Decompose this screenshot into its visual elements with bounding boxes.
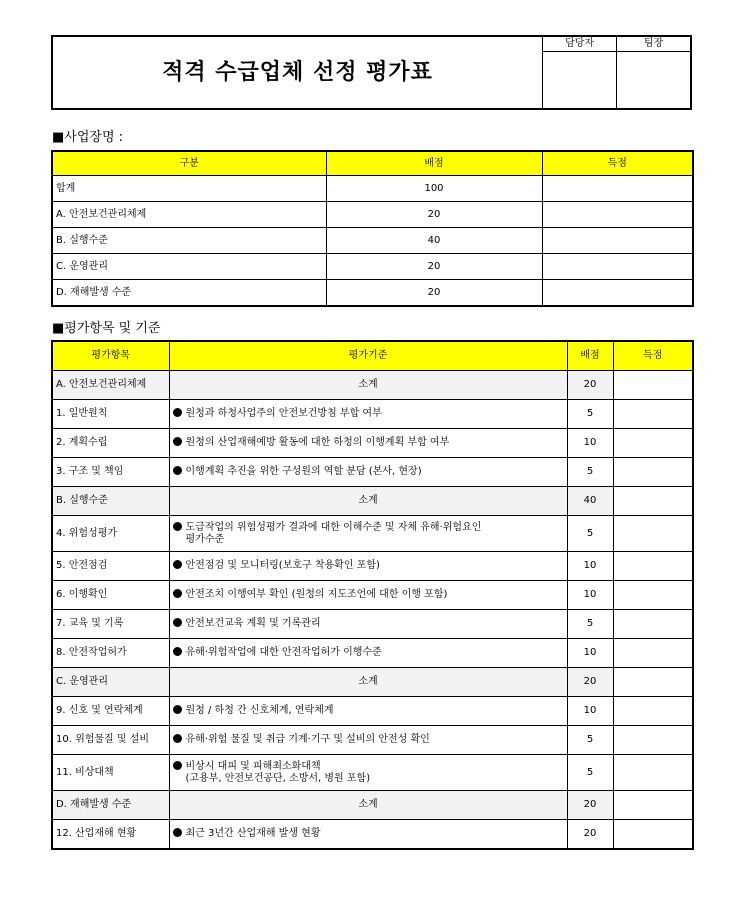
criteria-subtotal-row — [52, 791, 693, 820]
criteria-score-cell[interactable] — [613, 668, 693, 697]
criteria-section-label: ■평가항목 및 기준 — [52, 321, 161, 336]
header-table — [51, 35, 692, 110]
summary-category: C. 운영관리 — [52, 254, 326, 280]
criteria-score-cell[interactable] — [613, 400, 693, 429]
criteria-header-row — [52, 341, 693, 371]
criteria-standard-text: 유해·위험 물질 및 취급 기계·기구 및 설비의 안전성 확인 — [185, 734, 430, 745]
criteria-points: 20 — [567, 371, 613, 400]
criteria-score-cell[interactable] — [613, 639, 693, 668]
criteria-points: 20 — [567, 820, 613, 850]
summary-header-category: 구분 — [52, 151, 326, 176]
criteria-standard — [169, 755, 567, 791]
summary-points: 20 — [326, 280, 542, 307]
criteria-standard — [169, 697, 567, 726]
summary-points: 40 — [326, 228, 542, 254]
summary-score-cell[interactable] — [542, 202, 693, 228]
criteria-row — [52, 581, 693, 610]
criteria-item: 2. 계획수립 — [52, 429, 169, 458]
criteria-standard-text: 안전조치 이행여부 확인 (원청의 지도조언에 대한 이행 포함) — [185, 589, 448, 600]
criteria-item: B. 실행수준 — [52, 487, 169, 516]
bullet-icon — [173, 522, 182, 531]
criteria-standard-text: 원청 / 하청 간 신호체계, 연락체계 — [185, 705, 334, 716]
criteria-header-standard: 평가기준 — [169, 341, 567, 371]
criteria-item: 10. 위험물질 및 설비 — [52, 726, 169, 755]
summary-category: 합계 — [52, 176, 326, 202]
approval-team-lead-box[interactable] — [617, 52, 691, 110]
criteria-row — [52, 429, 693, 458]
criteria-item: 6. 이행확인 — [52, 581, 169, 610]
criteria-row — [52, 516, 693, 552]
criteria-points: 10 — [567, 639, 613, 668]
criteria-standard — [169, 458, 567, 487]
criteria-subtotal-row — [52, 371, 693, 400]
criteria-standard — [169, 516, 567, 552]
summary-points: 20 — [326, 202, 542, 228]
criteria-points: 10 — [567, 581, 613, 610]
summary-category: B. 실행수준 — [52, 228, 326, 254]
criteria-score-cell[interactable] — [613, 581, 693, 610]
criteria-item: 12. 산업재해 현황 — [52, 820, 169, 850]
criteria-standard-text: 최근 3년간 산업재해 발생 현황 — [185, 828, 321, 839]
summary-header-row — [52, 151, 693, 176]
approval-team-lead-label: 팀장 — [617, 36, 691, 52]
criteria-subtotal-row — [52, 668, 693, 697]
summary-points: 100 — [326, 176, 542, 202]
criteria-standard-text-line2: 평가수준 — [185, 533, 225, 545]
criteria-score-cell[interactable] — [613, 458, 693, 487]
criteria-points: 10 — [567, 552, 613, 581]
criteria-standard — [169, 400, 567, 429]
criteria-points: 40 — [567, 487, 613, 516]
bullet-icon — [173, 437, 182, 446]
summary-table — [51, 150, 694, 307]
criteria-row — [52, 639, 693, 668]
criteria-row — [52, 552, 693, 581]
criteria-subtotal-row — [52, 487, 693, 516]
criteria-table — [51, 340, 694, 850]
criteria-subtotal-label: 소계 — [169, 487, 567, 516]
criteria-score-cell[interactable] — [613, 371, 693, 400]
criteria-item: 3. 구조 및 책임 — [52, 458, 169, 487]
summary-score-cell[interactable] — [542, 254, 693, 280]
summary-row-a — [52, 202, 693, 228]
criteria-item: 9. 신호 및 연락체계 — [52, 697, 169, 726]
criteria-points: 5 — [567, 516, 613, 552]
criteria-score-cell[interactable] — [613, 755, 693, 791]
criteria-standard — [169, 639, 567, 668]
criteria-score-cell[interactable] — [613, 487, 693, 516]
criteria-item: 11. 비상대책 — [52, 755, 169, 791]
summary-points: 20 — [326, 254, 542, 280]
criteria-points: 10 — [567, 697, 613, 726]
criteria-standard — [169, 552, 567, 581]
bullet-icon — [173, 734, 182, 743]
criteria-item: D. 재해발생 수준 — [52, 791, 169, 820]
approval-manager-box[interactable] — [543, 52, 617, 110]
bullet-icon — [173, 408, 182, 417]
criteria-standard-text: 도급작업의 위험성평가 결과에 대한 이해수준 및 자체 유해·위험요인 — [185, 521, 482, 533]
summary-score-cell[interactable] — [542, 176, 693, 202]
summary-row-c — [52, 254, 693, 280]
criteria-score-cell[interactable] — [613, 726, 693, 755]
criteria-subtotal-label: 소계 — [169, 371, 567, 400]
criteria-header-score: 득점 — [613, 341, 693, 371]
summary-score-cell[interactable] — [542, 280, 693, 307]
bullet-icon — [173, 705, 182, 714]
criteria-score-cell[interactable] — [613, 697, 693, 726]
criteria-row — [52, 726, 693, 755]
criteria-item: C. 운영관리 — [52, 668, 169, 697]
bullet-icon — [173, 828, 182, 837]
criteria-row — [52, 610, 693, 639]
criteria-points: 5 — [567, 610, 613, 639]
criteria-score-cell[interactable] — [613, 791, 693, 820]
criteria-standard-text: 안전점검 및 모니터링(보호구 착용확인 포함) — [185, 560, 380, 571]
criteria-standard-text: 원청과 하청사업주의 안전보건방침 부합 여부 — [185, 408, 382, 419]
criteria-standard-text-line2: (고용부, 안전보건공단, 소방서, 병원 포함) — [185, 772, 371, 784]
criteria-standard — [169, 429, 567, 458]
summary-header-points: 배점 — [326, 151, 542, 176]
criteria-points: 10 — [567, 429, 613, 458]
criteria-header-item: 평가항목 — [52, 341, 169, 371]
criteria-row — [52, 458, 693, 487]
summary-category: D. 재해발생 수준 — [52, 280, 326, 307]
summary-row-b — [52, 228, 693, 254]
criteria-points: 5 — [567, 726, 613, 755]
criteria-score-cell[interactable] — [613, 610, 693, 639]
bullet-icon — [173, 560, 182, 569]
criteria-item: A. 안전보건관리체제 — [52, 371, 169, 400]
page-title: 적격 수급업체 선정 평가표 — [52, 36, 543, 109]
summary-row-d — [52, 280, 693, 307]
criteria-item: 5. 안전점검 — [52, 552, 169, 581]
criteria-subtotal-label: 소계 — [169, 791, 567, 820]
criteria-standard-text: 비상시 대피 및 피해최소화대책 — [185, 760, 321, 772]
criteria-item: 1. 일반원칙 — [52, 400, 169, 429]
bullet-icon — [173, 761, 182, 770]
criteria-points: 5 — [567, 755, 613, 791]
criteria-item: 4. 위험성평가 — [52, 516, 169, 552]
bullet-icon — [173, 647, 182, 656]
summary-row-total — [52, 176, 693, 202]
criteria-standard-text: 유해·위험작업에 대한 안전작업허가 이행수준 — [185, 647, 382, 658]
criteria-subtotal-label: 소계 — [169, 668, 567, 697]
criteria-points: 5 — [567, 400, 613, 429]
criteria-row — [52, 820, 693, 850]
project-name-label: ■사업장명 : — [52, 130, 124, 145]
criteria-standard — [169, 820, 567, 850]
summary-header-score: 득점 — [542, 151, 693, 176]
criteria-standard-text: 원청의 산업재해예방 활동에 대한 하청의 이행계획 부합 여부 — [185, 437, 450, 448]
bullet-icon — [173, 466, 182, 475]
criteria-score-cell[interactable] — [613, 429, 693, 458]
criteria-row — [52, 755, 693, 791]
criteria-item: 7. 교육 및 기록 — [52, 610, 169, 639]
summary-score-cell[interactable] — [542, 228, 693, 254]
criteria-row — [52, 697, 693, 726]
criteria-score-cell[interactable] — [613, 552, 693, 581]
criteria-points: 20 — [567, 668, 613, 697]
approval-manager-label: 담당자 — [543, 36, 617, 52]
criteria-score-cell[interactable] — [613, 516, 693, 552]
criteria-score-cell[interactable] — [613, 820, 693, 850]
criteria-standard — [169, 581, 567, 610]
criteria-standard-text: 이행계획 추진을 위한 구성원의 역할 분담 (본사, 현장) — [185, 466, 422, 477]
criteria-standard — [169, 726, 567, 755]
criteria-header-points: 배점 — [567, 341, 613, 371]
criteria-item: 8. 안전작업허가 — [52, 639, 169, 668]
criteria-points: 20 — [567, 791, 613, 820]
criteria-standard-text: 안전보건교육 계획 및 기록관리 — [185, 618, 321, 629]
criteria-row — [52, 400, 693, 429]
criteria-points: 5 — [567, 458, 613, 487]
bullet-icon — [173, 589, 182, 598]
summary-category: A. 안전보건관리체제 — [52, 202, 326, 228]
bullet-icon — [173, 618, 182, 627]
criteria-standard — [169, 610, 567, 639]
